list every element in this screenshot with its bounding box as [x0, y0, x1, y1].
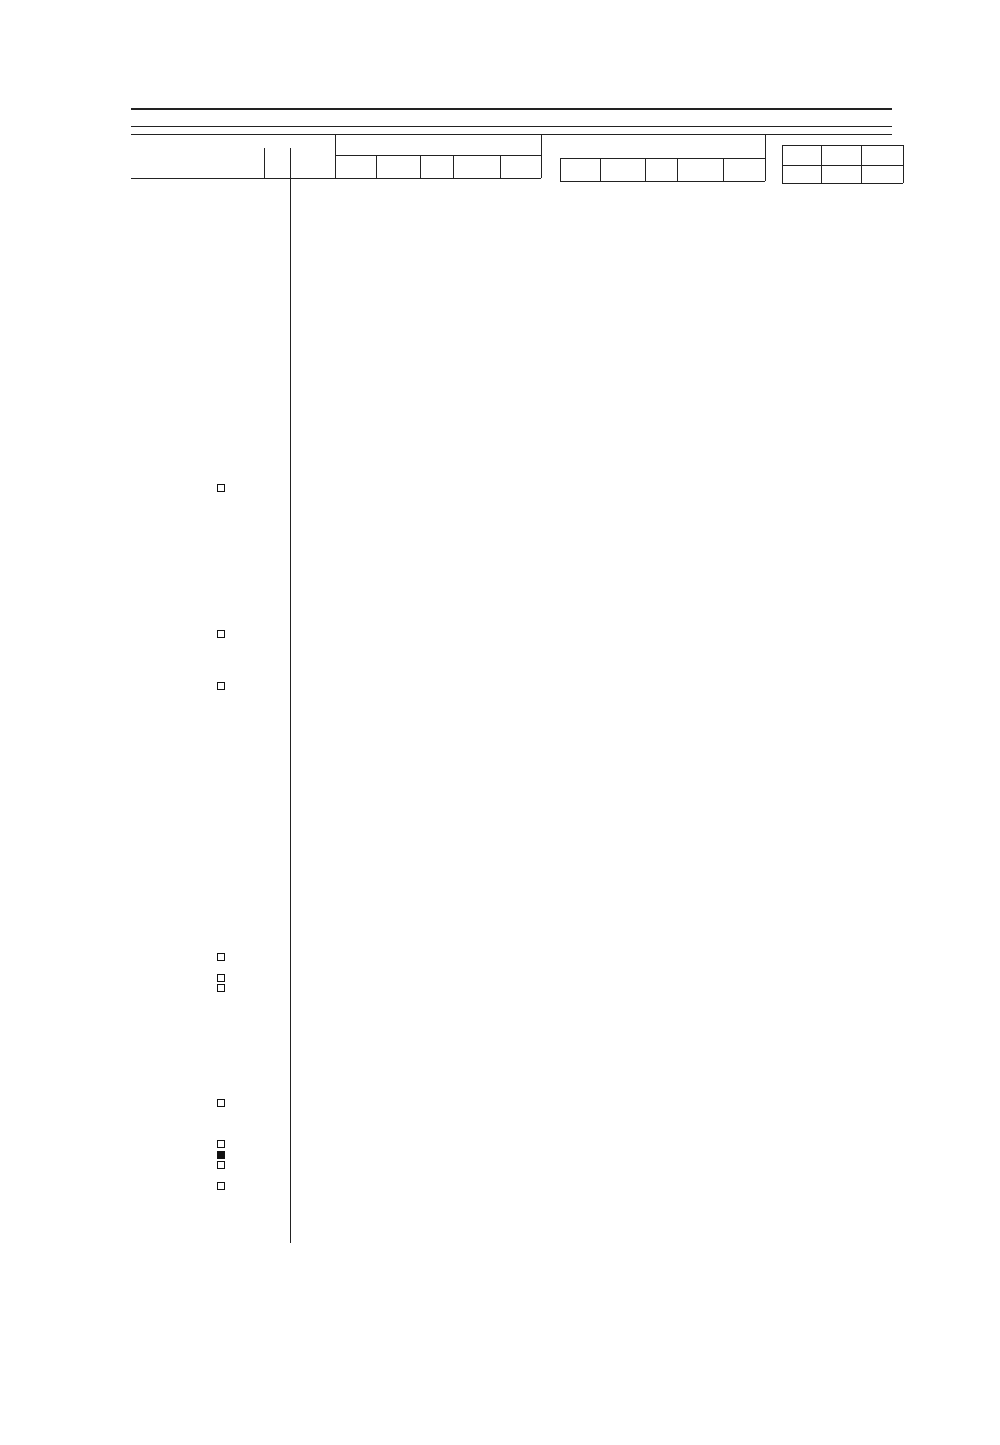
table-row [0, 441, 1000, 452]
table-row [0, 306, 1000, 317]
table-row [0, 316, 1000, 327]
table-row [0, 421, 1000, 432]
grid-line [264, 148, 265, 178]
table-row [0, 910, 1000, 921]
table-row [0, 264, 1000, 275]
table-row [0, 525, 1000, 536]
table-row [0, 921, 1000, 932]
table-row [0, 296, 1000, 307]
table-row [0, 837, 1000, 848]
table-row [0, 618, 1000, 629]
table-row [0, 941, 1000, 952]
square-icon [217, 1099, 225, 1107]
grid-line [541, 135, 542, 178]
table-row [0, 733, 1000, 744]
table-row [0, 514, 1000, 525]
header-rule [131, 108, 892, 110]
square-icon [217, 974, 225, 982]
table-row [0, 868, 1000, 879]
table-row [0, 556, 1000, 567]
table-row [0, 504, 1000, 515]
table-row [0, 431, 1000, 442]
grid-line [560, 158, 561, 181]
table-row [0, 410, 1000, 421]
table-row [0, 577, 1000, 588]
grid-line [453, 155, 454, 178]
table-row [0, 244, 1000, 255]
table-row [0, 369, 1000, 380]
table-row [0, 1025, 1000, 1036]
table-row [0, 702, 1000, 713]
table-row [0, 566, 1000, 577]
table-row [0, 452, 1000, 463]
table-row [0, 1098, 1000, 1109]
table-row [0, 796, 1000, 807]
table-row [0, 462, 1000, 473]
grid-line [723, 158, 724, 181]
table-row [0, 900, 1000, 911]
grid-line [765, 135, 766, 181]
grid-line [131, 178, 541, 179]
grid-line [782, 145, 783, 183]
table-row [0, 1056, 1000, 1067]
table-row [0, 962, 1000, 973]
square-icon [217, 1140, 225, 1148]
table-row [0, 1129, 1000, 1140]
date-rule [131, 126, 892, 127]
grid-line [600, 158, 601, 181]
grid-line [677, 158, 678, 181]
table-row [0, 952, 1000, 963]
table-row [0, 191, 1000, 202]
grid-line [861, 145, 862, 183]
table-row [0, 681, 1000, 692]
table-row [0, 775, 1000, 786]
table-row [0, 785, 1000, 796]
grid-line [782, 165, 903, 166]
table-row [0, 212, 1000, 223]
grid-line [645, 158, 646, 181]
grid-line [420, 155, 421, 178]
grid-line [335, 155, 541, 156]
table-row [0, 285, 1000, 296]
table-row [0, 723, 1000, 734]
table-row [0, 671, 1000, 682]
table-row [0, 1150, 1000, 1161]
table-row [0, 1087, 1000, 1098]
table-row [0, 973, 1000, 984]
table-row [0, 931, 1000, 942]
table-row [0, 389, 1000, 400]
table-top-rule [131, 134, 892, 135]
square-icon [217, 484, 225, 492]
square-icon [217, 1161, 225, 1169]
table-row [0, 483, 1000, 494]
table-row [0, 993, 1000, 1004]
table-row [0, 1139, 1000, 1150]
table-row [0, 712, 1000, 723]
grid-line [782, 145, 903, 146]
table-row [0, 1119, 1000, 1130]
filled-square-icon [217, 1151, 225, 1159]
table-row [0, 983, 1000, 994]
table-row [0, 1108, 1000, 1119]
table-row [0, 587, 1000, 598]
table-row [0, 827, 1000, 838]
table-row [0, 254, 1000, 265]
table-row [0, 358, 1000, 369]
grid-line [335, 135, 336, 178]
square-icon [217, 630, 225, 638]
table-row [0, 848, 1000, 859]
table-row [0, 1181, 1000, 1192]
grid-line [376, 155, 377, 178]
table-row [0, 629, 1000, 640]
grid-line [560, 158, 765, 159]
table-row [0, 1160, 1000, 1171]
table-row [0, 181, 1000, 192]
table-row [0, 327, 1000, 338]
table-row [0, 275, 1000, 286]
table-row [0, 1171, 1000, 1182]
grid-line [821, 145, 822, 183]
table-row [0, 608, 1000, 619]
table-row [0, 473, 1000, 484]
square-icon [217, 1182, 225, 1190]
table-row [0, 1035, 1000, 1046]
table-row [0, 806, 1000, 817]
table-row [0, 1046, 1000, 1057]
table-row [0, 598, 1000, 609]
square-icon [217, 682, 225, 690]
grid-line [903, 145, 904, 183]
grid-line [500, 155, 501, 178]
table-row [0, 764, 1000, 775]
table-row [0, 379, 1000, 390]
table-row [0, 660, 1000, 671]
square-icon [217, 953, 225, 961]
table-row [0, 400, 1000, 411]
table-row [0, 493, 1000, 504]
table-row [0, 858, 1000, 869]
table-row [0, 202, 1000, 213]
square-icon [217, 984, 225, 992]
table-row [0, 816, 1000, 827]
table-row [0, 691, 1000, 702]
